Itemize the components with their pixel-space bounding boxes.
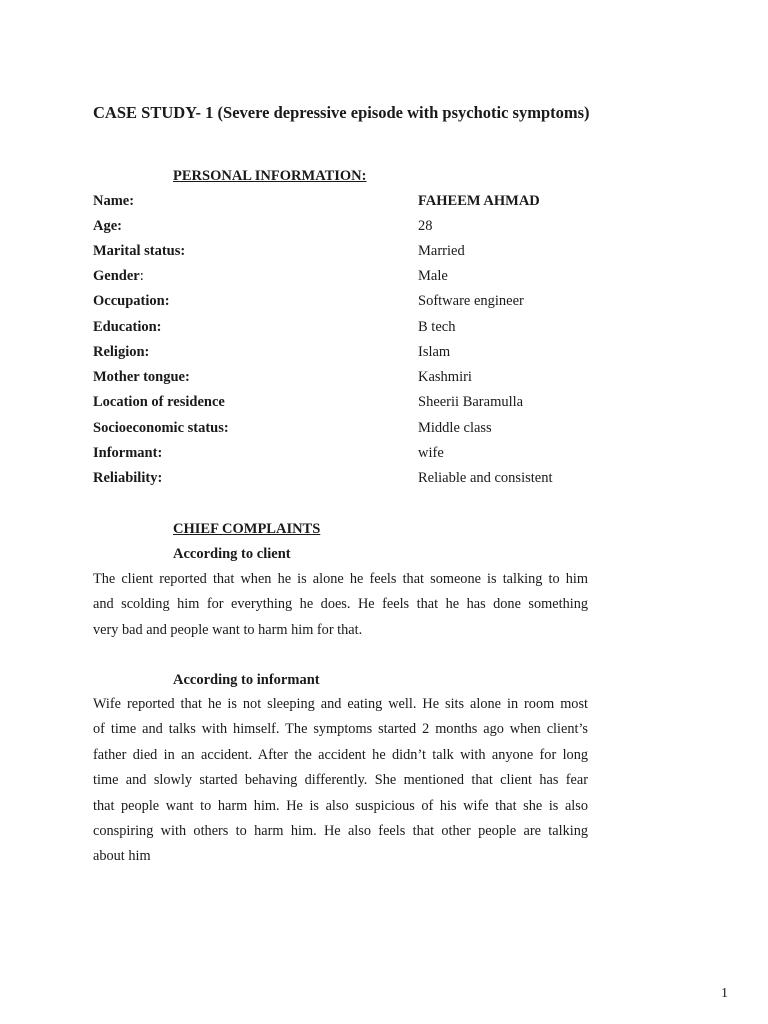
- info-label: Occupation:: [93, 293, 170, 309]
- info-row-age: [93, 218, 593, 238]
- info-row-reliability: [93, 470, 593, 490]
- info-row-gender: [93, 268, 593, 288]
- info-value: Male: [418, 268, 448, 284]
- info-label: Marital status:: [93, 243, 186, 259]
- info-row-occupation: [93, 293, 593, 313]
- page-number: 1: [721, 986, 728, 1001]
- info-label: Mother tongue:: [93, 369, 190, 385]
- paragraph-line: about him: [93, 848, 151, 865]
- info-label-colon: :: [139, 268, 144, 284]
- info-row-mother-tongue: [93, 369, 593, 389]
- info-row-informant: [93, 445, 593, 465]
- according-to-informant-heading: According to informant: [173, 672, 320, 688]
- info-value: Kashmiri: [418, 369, 472, 385]
- chief-complaints-heading: CHIEF COMPLAINTS: [173, 521, 321, 537]
- client-complaint-paragraph: [93, 567, 588, 643]
- according-to-client-heading: According to client: [173, 546, 291, 562]
- info-label: [93, 268, 144, 285]
- info-value: Married: [418, 243, 465, 259]
- info-row-religion: [93, 344, 593, 364]
- paragraph-line: father died in an accident. After the accident he didn’t talk with anyone for long: [93, 746, 588, 763]
- info-value: wife: [418, 445, 444, 461]
- info-value: FAHEEM AHMAD: [418, 193, 540, 209]
- info-row-name: [93, 193, 593, 213]
- personal-information-heading: PERSONAL INFORMATION:: [173, 168, 367, 184]
- info-value: Middle class: [418, 420, 492, 436]
- paragraph-line: time and slowly started behaving differently. She mentioned that client has fear: [93, 772, 588, 789]
- info-label: Informant:: [93, 445, 163, 461]
- info-value: Software engineer: [418, 293, 524, 309]
- info-row-socioeconomic-status: [93, 420, 593, 440]
- info-value: Islam: [418, 344, 451, 360]
- paragraph-line: and scolding him for everything he does. He feels that he has done something: [93, 596, 588, 613]
- info-label: Socioeconomic status:: [93, 420, 229, 436]
- info-value: Reliable and consistent: [418, 470, 553, 486]
- info-row-education: [93, 319, 593, 339]
- info-label: Religion:: [93, 344, 150, 360]
- paragraph-line: The client reported that when he is alone he feels that someone is talking to him: [93, 571, 588, 587]
- info-label: Location of residence: [93, 394, 225, 410]
- info-label: Reliability:: [93, 470, 163, 486]
- paragraph-line: Wife reported that he is not sleeping and eating well. He sits alone in room most: [93, 696, 588, 712]
- info-label: Age:: [93, 218, 122, 234]
- paragraph-line: of time and talks with himself. The symptoms started 2 months ago when client’s: [93, 721, 588, 738]
- info-row-marital-status: [93, 243, 593, 263]
- document-title: CASE STUDY- 1 (Severe depressive episode with psychotic symptoms): [93, 103, 590, 122]
- info-label-text: Gender: [93, 268, 140, 284]
- informant-complaint-paragraph: [93, 692, 588, 870]
- info-label: Name:: [93, 193, 135, 209]
- info-value: B tech: [418, 319, 456, 335]
- info-label: Education:: [93, 319, 162, 335]
- info-value: 28: [418, 218, 433, 234]
- paragraph-line: that people want to harm him. He is also suspicious of his wife that she is also: [93, 797, 588, 814]
- info-value: Sheerii Baramulla: [418, 394, 524, 410]
- paragraph-line: conspiring with others to harm him. He also feels that other people are talking: [93, 823, 588, 840]
- paragraph-line: very bad and people want to harm him for that.: [93, 621, 363, 638]
- info-row-location: [93, 394, 593, 414]
